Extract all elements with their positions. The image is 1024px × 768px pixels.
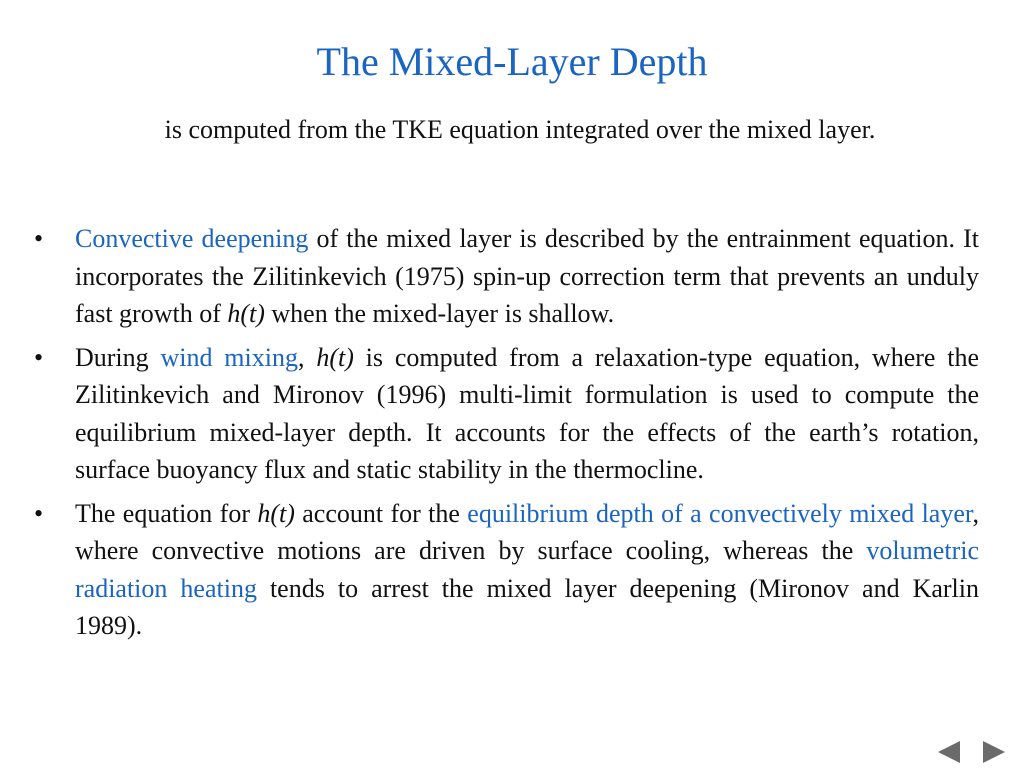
bullet-text: , xyxy=(297,342,317,372)
bullet-text: The equation for xyxy=(75,498,258,528)
slide-title: The Mixed-Layer Depth xyxy=(316,39,708,84)
highlight-term: wind mixing xyxy=(160,342,298,372)
previous-slide-button[interactable] xyxy=(936,740,962,764)
slide-subtitle: is computed from the TKE equation integrated over the mixed layer. xyxy=(164,115,876,144)
bullet-text: of the mixed layer is described by the entrainment equation. It incorporates the Zilitinkevich (1975) spin-up correction term that prevents an unduly fast growth of xyxy=(75,224,979,328)
triangle-left-icon xyxy=(936,740,962,764)
bullet-text: During xyxy=(75,342,161,372)
bullet-marker: • xyxy=(34,224,44,253)
highlight-term: Convective deepening xyxy=(75,224,309,253)
triangle-right-icon xyxy=(981,740,1007,764)
bullet-item xyxy=(34,495,979,645)
bullet-text: tends to arrest the mixed layer deepening (Mironov and Karlin 1989). xyxy=(75,573,980,640)
bullet-text: account for the xyxy=(294,498,468,528)
italic-term: h(t) xyxy=(227,299,265,328)
slide-navigation xyxy=(933,740,1013,766)
bullet-item xyxy=(34,220,979,333)
italic-term: h(t) xyxy=(257,498,295,528)
next-slide-button[interactable] xyxy=(981,740,1007,764)
bullet-item xyxy=(34,339,979,489)
bullet-marker: • xyxy=(34,342,44,372)
highlight-term: equilibrium depth of a convectively mixed layer xyxy=(467,498,973,528)
bullet-marker: • xyxy=(34,498,44,528)
highlight-term: volumetric radiation heating xyxy=(75,536,979,603)
bullet-text: , where convective motions are driven by surface cooling, whereas the xyxy=(75,498,979,565)
bullet-text: is computed from a relaxation-type equation, where the Zilitinkevich and Mironov (1996) multi-limit formulation is used to compute the equilibrium mixed-layer depth. It accounts for the effects of the earth’s rotation, surface buoyancy flux and static stability in the thermocline. xyxy=(75,342,980,484)
bullet-text: when the mixed-layer is shallow. xyxy=(264,299,615,328)
bullet-list xyxy=(34,220,979,651)
italic-term: h(t) xyxy=(316,342,354,372)
